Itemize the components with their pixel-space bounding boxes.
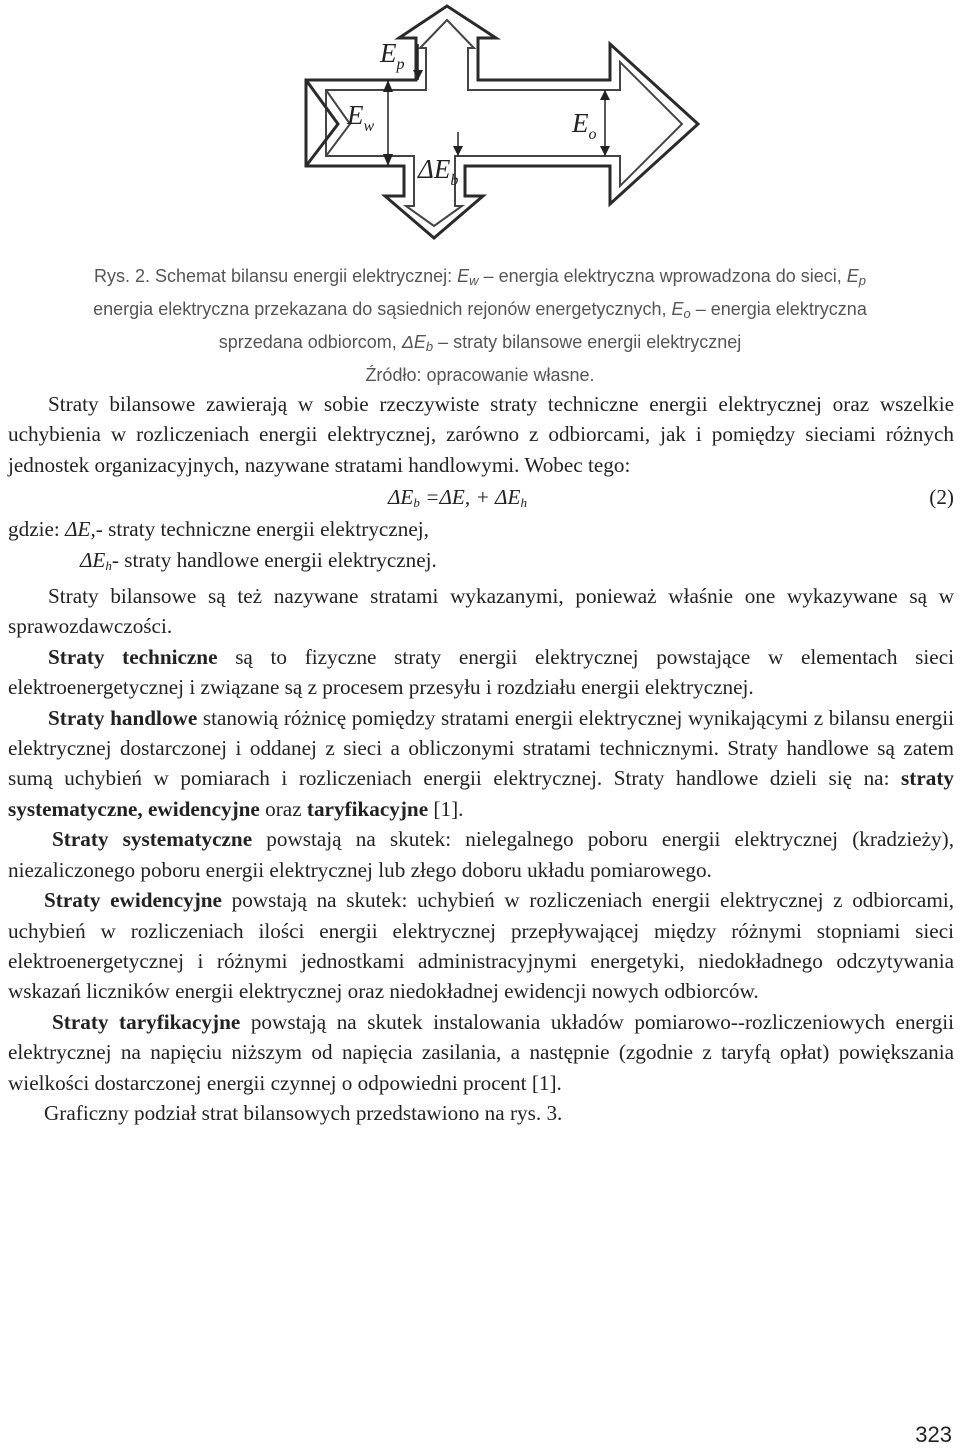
- label-ew: $E_w$: [347, 100, 375, 135]
- figure-caption: Rys. 2. Schemat bilansu energii elektrycznej: $E_w$ – energia elektryczna wprowadzona do sieci, $E_p$ energia elektryczna przekazana do sąsiednich rejonów energetycznych, $E_o$ – energia elektryczna sprzedana odbiorcom, $\Delta E_b$ – straty bilansowe energii elektrycznej Źródło: opracowanie własne.: [20, 262, 940, 390]
- label-eo: $E_o$: [572, 108, 597, 143]
- energy-balance-diagram: [0, 0, 960, 260]
- page-number: 323: [915, 1422, 952, 1447]
- formula-2: $\Delta E_b =\Delta E$, + $\Delta E_h$ (2): [8, 480, 954, 514]
- paragraph-technical-losses: Straty techniczne są to fizyczne straty energii elektrycznej powstające w elementach sieci elektroenergetycznej i związane są z procesem przesyłu i rozdziału energii elektrycznej.: [8, 644, 954, 700]
- paragraph-commercial-losses: Straty handlowe stanowią różnicę pomiędzy stratami energii elektrycznej wynikającymi z bilansu energii elektrycznej dostarczonej i oddanej z sieci a obliczonymi stratami technicznymi. Straty handlowe są zatem sumą uchybień w pomiarach i rozliczeniach energii elektrycznej. Straty handlowe dzieli się na: straty systematyczne, ewidencyjne oraz taryfikacyjne [1].: [8, 705, 954, 821]
- paragraph-systematic-losses: Straty systematyczne powstają na skutek: nielegalnego poboru energii elektrycznej (kradzieży), niezaliczonego poboru energii elektrycznej lub złego doboru układu pomiarowego.: [8, 827, 954, 882]
- label-ep: $E_p$: [380, 38, 405, 73]
- formula-number: (2): [929, 485, 954, 510]
- paragraph-2: Straty bilansowe są też nazywane stratami wykazanymi, ponieważ właśnie one wykazywane są w sprawozdawczości.: [8, 584, 954, 639]
- definition-commercial: $\Delta E_h-$ straty handlowe energii elektrycznej.: [80, 547, 437, 573]
- paragraph-1: Straty bilansowe zawierają w sobie rzeczywiste straty techniczne energii elektrycznej oraz wszelkie uchybienia w rozliczeniach energii elektrycznej, zarówno z odbiorcami, jak i pomiędzy sieciami różnych jednostek organizacyjnych, nazywane stratami handlowymi. Wobec tego:: [8, 392, 954, 477]
- body-text: [8, 389, 954, 1128]
- definition-technical: gdzie: ΔE,- straty techniczne energii elektrycznej,: [8, 517, 429, 542]
- label-delta-eb: $\Delta E_b$: [418, 154, 459, 189]
- paragraph-final: Graficzny podział strat bilansowych przedstawiono na rys. 3.: [44, 1100, 563, 1125]
- source-note: Źródło: opracowanie własne.: [365, 365, 595, 385]
- paragraph-record-losses: Straty ewidencyjne powstają na skutek: uchybień w rozliczeniach energii elektrycznej z odbiorcami, uchybień w rozliczeniach ilości energii elektrycznej przepływającej między różnymi stopniami sieci elektroenergetycznej i różnymi jednostkami administracyjnymi energetyki, niedokładnego odczytywania wskazań liczników energii elektrycznej oraz niedokładnej ewidencji nowych odbiorców.: [8, 888, 954, 1004]
- paragraph-tariff-losses: Straty taryfikacyjne powstają na skutek instalowania układów pomiarowo--rozliczeniowych energii elektrycznej na napięciu niższym od napięcia zasilania, a następnie (zgodnie z taryfą opłat) powiększania wielkości dostarczonej energii czynnej o odpowiedni procent [1].: [8, 1009, 954, 1095]
